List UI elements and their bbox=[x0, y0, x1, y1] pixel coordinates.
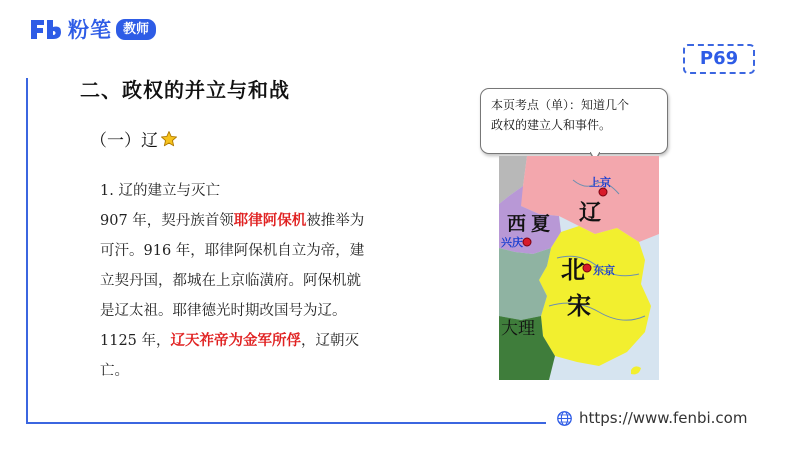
brand-name: 粉笔 bbox=[68, 18, 112, 42]
map-label-xingqing: 兴庆 bbox=[501, 236, 523, 249]
map-label-shangjing: 上京 bbox=[589, 176, 611, 189]
highlight-abaoji: 耶律阿保机 bbox=[233, 212, 307, 229]
section-title: 二、政权的并立与和战 bbox=[80, 78, 290, 102]
map-label-dali: 大理 bbox=[501, 319, 535, 339]
historical-map bbox=[499, 156, 659, 380]
frame-bottom-line bbox=[26, 422, 546, 424]
body-heading-line: 1. 辽的建立与灭亡 bbox=[100, 183, 220, 199]
map-label-song-2: 宋 bbox=[567, 292, 591, 320]
subsection-heading bbox=[90, 126, 178, 151]
brand-logo bbox=[28, 14, 156, 44]
page-number-badge: P69 bbox=[683, 44, 755, 74]
exam-point-callout bbox=[480, 88, 668, 154]
body-paragraph-2: 1125 年，辽天祚帝为金军所俘，辽朝灭亡。 bbox=[100, 332, 360, 379]
body-text bbox=[100, 176, 370, 386]
footer-url-text[interactable]: https://www.fenbi.com bbox=[579, 409, 748, 427]
globe-icon bbox=[556, 410, 573, 427]
map-label-xixia-2: 夏 bbox=[531, 213, 551, 235]
subsection-label: （一）辽 bbox=[90, 131, 158, 151]
footer-url[interactable] bbox=[556, 409, 747, 427]
star-icon bbox=[160, 130, 178, 148]
frame-left-line bbox=[26, 78, 28, 424]
map-label-song-1: 北 bbox=[561, 256, 585, 284]
map-label-xixia-1: 西 bbox=[507, 213, 527, 235]
fb-logo-icon bbox=[28, 17, 64, 41]
callout-line-1: 本页考点（单）：知道几个 bbox=[491, 98, 630, 112]
map-label-liao: 辽 bbox=[579, 201, 602, 226]
map-label-dongjing: 东京 bbox=[593, 264, 615, 277]
highlight-tianzuo: 辽天祚帝为金军所俘 bbox=[170, 332, 302, 349]
callout-line-2: 政权的建立人和事件。 bbox=[491, 118, 612, 132]
brand-tag: 教师 bbox=[116, 19, 156, 40]
body-paragraph-1: 907 年，契丹族首领耶律阿保机被推举为可汗。916 年，耶律阿保机自立为帝，建立契丹国，都城在上京临潢府。阿保机就是辽太祖。耶律德光时期改国号为辽。 bbox=[100, 212, 365, 319]
